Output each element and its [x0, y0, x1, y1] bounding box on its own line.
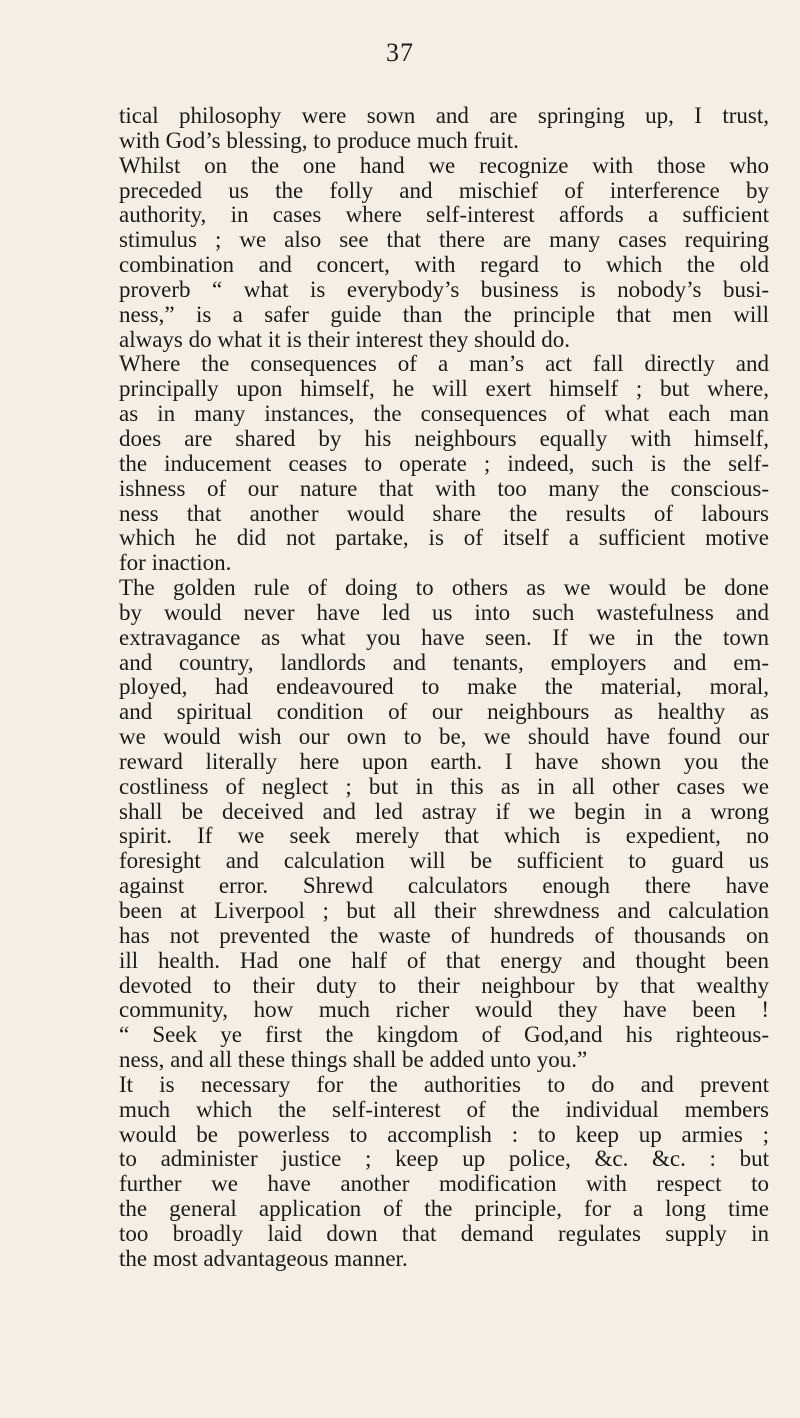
text-line: to administer justice ; keep up police, &c. &c. : but	[119, 1146, 769, 1172]
text-line: ness, and all these things shall be added unto you.”	[119, 1047, 588, 1073]
text-line: community, how much richer would they have been !	[119, 997, 769, 1023]
text-line: combination and concert, with regard to which the old	[119, 252, 769, 278]
text-line: ployed, had endeavoured to make the material, moral,	[119, 674, 769, 700]
text-line: has not prevented the waste of hundreds of thousands on	[119, 922, 769, 948]
text-line: always do what it is their interest they should do.	[119, 326, 570, 352]
text-line: would be powerless to accomplish : to keep up armies ;	[119, 1121, 769, 1147]
text-line: The golden rule of doing to others as we would be done	[119, 575, 769, 601]
text-line: with God’s blessing, to produce much fruit.	[119, 127, 519, 153]
text-line: the general application of the principle, for a long time	[119, 1196, 769, 1222]
text-line: by would never have led us into such wastefulness and	[119, 599, 769, 625]
text-line: Where the consequences of a man’s act fall directly and	[119, 351, 769, 377]
text-line: shall be deceived and led astray if we begin in a wrong	[119, 798, 769, 824]
text-line: authority, in cases where self-interest affords a sufficient	[119, 202, 769, 228]
page-number: 37	[386, 38, 414, 67]
text-line: and spiritual condition of our neighbours as healthy as	[119, 699, 769, 725]
body-text	[119, 104, 769, 1272]
text-line: been at Liverpool ; but all their shrewdness and calculation	[119, 898, 769, 923]
text-line: ill health. Had one half of that energy and thought been	[119, 947, 769, 973]
text-line: and country, landlords and tenants, employers and em-	[119, 649, 769, 675]
text-line: further we have another modification with respect to	[119, 1171, 769, 1197]
text-line: the most advantageous manner.	[119, 1245, 408, 1271]
text-line: the inducement ceases to operate ; indeed, such is the self-	[119, 450, 769, 476]
text-line: stimulus ; we also see that there are many cases requiring	[119, 227, 769, 253]
text-line: we would wish our own to be, we should have found our	[119, 724, 769, 750]
text-line: as in many instances, the consequences of what each man	[119, 401, 769, 427]
text-line: much which the self-interest of the individual members	[119, 1096, 769, 1122]
text-line: Whilst on the one hand we recognize with those who	[119, 152, 769, 178]
text-line: does are shared by his neighbours equally with himself,	[119, 425, 769, 451]
text-line: too broadly laid down that demand regulates supply in	[119, 1220, 769, 1246]
text-line: proverb “ what is everybody’s business is nobody’s busi-	[119, 276, 769, 302]
text-line: foresight and calculation will be sufficient to guard us	[119, 848, 769, 874]
text-line: for inaction.	[119, 550, 232, 576]
text-line: ness,” is a safer guide than the principle that men will	[119, 301, 769, 327]
text-line: reward literally here upon earth. I have shown you the	[119, 748, 769, 774]
text-line: against error. Shrewd calculators enough there have	[119, 873, 769, 899]
text-line: which he did not partake, is of itself a sufficient motive	[119, 525, 769, 551]
text-line: spirit. If we seek merely that which is expedient, no	[119, 823, 769, 849]
text-line: “ Seek ye first the kingdom of God,and his righteous-	[119, 1022, 769, 1048]
text-line: ishness of our nature that with too many the conscious-	[119, 475, 769, 501]
text-line: extravagance as what you have seen. If we in the town	[119, 624, 769, 650]
text-line: preceded us the folly and mischief of interference by	[119, 177, 769, 203]
text-line: devoted to their duty to their neighbour by that wealthy	[119, 972, 769, 998]
text-line: It is necessary for the authorities to do and prevent	[119, 1071, 769, 1097]
text-line: ness that another would share the results of labours	[119, 500, 769, 526]
text-line: tical philosophy were sown and are springing up, I trust,	[119, 103, 769, 128]
text-line: costliness of neglect ; but in this as in all other cases we	[119, 773, 769, 799]
text-line: principally upon himself, he will exert himself ; but where,	[119, 376, 769, 402]
